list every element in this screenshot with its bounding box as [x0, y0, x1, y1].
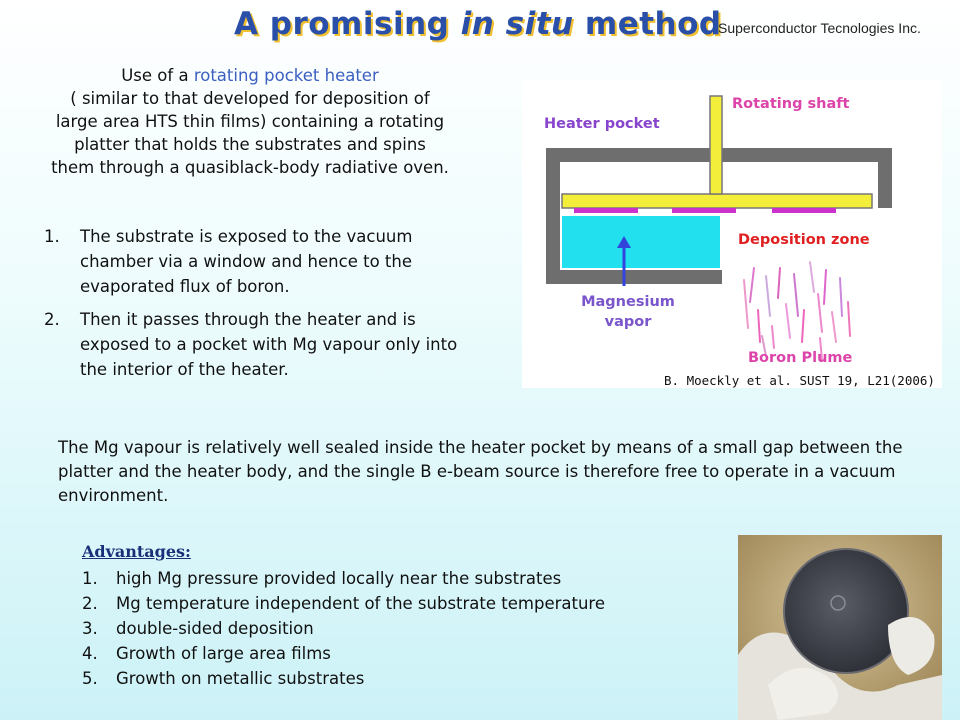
intro-line1: [14, 64, 486, 87]
advantage-text: Growth of large area films: [116, 644, 331, 663]
list-item: [82, 666, 722, 691]
substrate-b: [672, 208, 736, 213]
intro-line3: large area HTS thin films) containing a rotating: [55, 112, 445, 131]
heater-diagram: [522, 80, 942, 388]
advantage-text: Growth on metallic substrates: [116, 669, 365, 688]
wafer-photo: [738, 535, 942, 720]
list-item: [82, 616, 722, 641]
label-rotating-shaft: Rotating shaft: [732, 96, 850, 112]
intro-highlight: rotating pocket heater: [193, 66, 379, 85]
label-deposition-zone: Deposition zone: [738, 232, 870, 248]
list-item: [44, 307, 474, 382]
advantage-text: high Mg pressure provided locally near the substrates: [116, 569, 562, 588]
step-number: 1.: [44, 227, 60, 246]
mg-vapor-line2: vapor: [604, 314, 652, 330]
intro-line4: platter that holds the substrates and spins: [74, 135, 426, 154]
advantage-text: double-sided deposition: [116, 619, 314, 638]
mg-reservoir: [562, 216, 720, 268]
advantages-heading: Advantages:: [82, 542, 191, 561]
step-text: The substrate is exposed to the vacuum chamber via a window and hence to the evaporated flux of boron.: [80, 227, 413, 296]
advantage-number: 2.: [82, 594, 98, 613]
intro-text: [14, 64, 486, 179]
rotating-shaft: [710, 96, 722, 194]
advantage-number: 5.: [82, 669, 98, 688]
label-boron-plume: Boron Plume: [748, 350, 853, 366]
boron-plume-strokes: [744, 262, 850, 360]
slide-title: [234, 6, 722, 42]
figure-citation: B. Moeckly et al. SUST 19, L21(2006): [664, 373, 935, 388]
advantages-list: [82, 566, 722, 691]
company-name: Superconductor Tecnologies Inc.: [718, 20, 921, 36]
steps-list: [44, 224, 474, 390]
title-part2: method: [573, 6, 722, 42]
advantage-number: 4.: [82, 644, 98, 663]
title-part1: A promising: [234, 6, 461, 42]
title-italic: in situ: [460, 6, 574, 42]
intro-line5: them through a quasiblack-body radiative oven.: [51, 158, 449, 177]
list-item: [82, 591, 722, 616]
label-heater-pocket: Heater pocket: [544, 116, 660, 132]
list-item: [82, 566, 722, 591]
mg-vapor-line1: Magnesium: [581, 294, 675, 310]
intro-prefix: Use of a: [121, 66, 194, 85]
wafer-disk: [784, 549, 908, 673]
label-magnesium-vapor: [578, 292, 678, 332]
advantage-number: 3.: [82, 619, 98, 638]
step-number: 2.: [44, 310, 60, 329]
substrate-a: [574, 208, 638, 213]
list-item: [82, 641, 722, 666]
substrate-c: [772, 208, 836, 213]
intro-line2: ( similar to that developed for deposition of: [70, 89, 430, 108]
rotating-platter: [562, 194, 872, 208]
advantage-text: Mg temperature independent of the substrate temperature: [116, 594, 605, 613]
step-text: Then it passes through the heater and is exposed to a pocket with Mg vapour only into the interior of the heater.: [80, 310, 458, 379]
advantage-number: 1.: [82, 569, 98, 588]
body-paragraph: The Mg vapour is relatively well sealed inside the heater pocket by means of a small gap between the platter and the heater body, and the single B e-beam source is therefore free to operate in a vacuum environment.: [58, 438, 903, 505]
wafer-photo-graphic: [738, 535, 942, 720]
list-item: [44, 224, 474, 299]
